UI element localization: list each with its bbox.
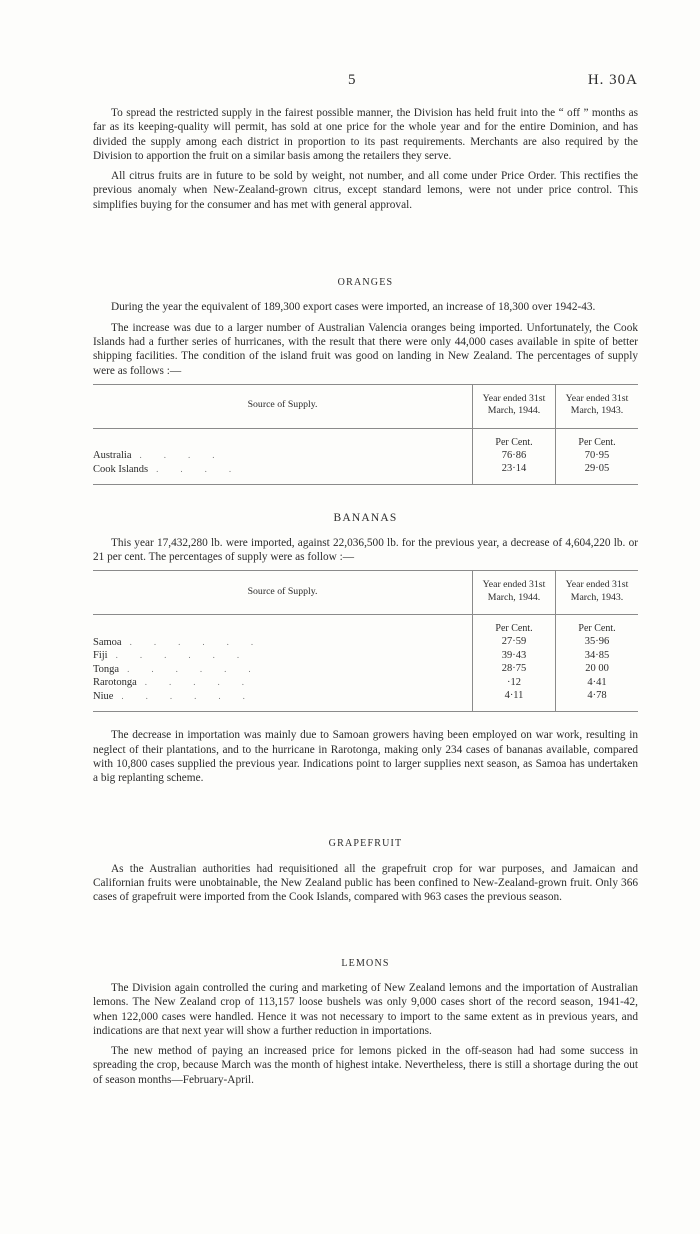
value-1943: 34·85 [556,649,639,663]
unit-label: Per Cent. [556,623,639,636]
bananas-paragraph-1: This year 17,432,280 lb. were imported, against 22,036,500 lb. for the previous year, a decrease of 4,604,220 lb. or 21 per cent. The percentages of supply were as follow :— [93,536,638,563]
value-1944: ·12 [473,676,556,690]
year-1944-column-header: Year ended 31st March, 1944. [473,571,556,615]
source-name: Samoa [93,636,122,648]
year-1944-column-header: Year ended 31st March, 1944. [473,384,556,428]
document-reference: H. 30A [587,72,638,88]
grapefruit-heading: GRAPEFRUIT [328,838,403,850]
source-name: Fiji [93,650,108,662]
unit-label: Per Cent. [556,437,639,450]
intro-section [93,106,638,212]
table-row: Rarotonga ..... ·12 4·41 [93,676,638,690]
lemons-heading: LEMONS [341,957,390,969]
value-1944: 4·11 [473,690,556,704]
page-number: 5 [348,72,356,88]
unit-label: Per Cent. [473,623,556,636]
table-row: Cook Islands .... 23·14 29·05 [93,463,638,477]
unit-label: Per Cent. [473,437,556,450]
source-name: Niue [93,690,114,702]
page-content [93,106,638,1093]
value-1943: 4·41 [556,676,639,690]
value-1943: 29·05 [556,463,639,477]
intro-paragraph-1: To spread the restricted supply in the fairest possible manner, the Division has held fruit into the “ off ” months as far as its keeping-quality will permit, has sold at one price for the whole year and for the entire Dominion, and has divided the supply among each district in proportion to its past requirements. Merchants are also required by the Division to apportion the fruit on a similar basis among the retailers they serve. [93,107,638,162]
value-1944: 23·14 [473,463,556,477]
source-column-header: Source of Supply. [247,399,318,411]
value-1943: 35·96 [556,636,639,650]
value-1943: 20 00 [556,663,639,677]
source-name: Rarotonga [93,677,137,689]
table-row: Niue ...... 4·11 4·78 [93,690,638,704]
bananas-paragraph-2: The decrease in importation was mainly due to Samoan growers having been employed on war work, resulting in neglect of their plantations, and to the hurricane in Rarotonga, making only 234 cases of bananas available, compared with 10,800 cases supplied the previous year. Indications point to larger supplies next season, as Samoa has undertaken a big replanting scheme. [93,729,638,785]
table-row: Australia .... 76·86 70·95 [93,449,638,463]
table-header-row [93,571,638,615]
source-name: Cook Islands [93,463,149,475]
bananas-heading: BANANAS [333,512,398,525]
lemons-paragraph-2: The new method of paying an increased price for lemons picked in the off-season had had some success in spreading the crop, because March was the month of highest intake. Nevertheless, there is still a shortage during the out of season months—February-April. [93,1045,638,1086]
year-1943-column-header: Year ended 31st March, 1943. [556,384,639,428]
value-1944: 39·43 [473,649,556,663]
source-name: Tonga [93,663,120,675]
value-1944: 28·75 [473,663,556,677]
bananas-section [93,511,638,785]
value-1944: 27·59 [473,636,556,650]
table-row: Tonga ...... 28·75 20 00 [93,663,638,677]
value-1943: 70·95 [556,449,639,463]
value-1943: 4·78 [556,690,639,704]
unit-row [93,623,638,636]
oranges-supply-table [93,384,638,486]
lemons-section [93,957,638,1087]
bananas-supply-table [93,570,638,712]
source-name: Australia [93,450,132,462]
year-1943-column-header: Year ended 31st March, 1943. [556,571,639,615]
intro-paragraph-2: All citrus fruits are in future to be sold by weight, not number, and all come under Price Order. This rectifies the previous anomaly when New-Zealand-grown citrus, except standard lemons, were not under price control. This simplifies buying for the consumer and has met with general approval. [93,170,638,211]
oranges-paragraph-2: The increase was due to a larger number of Australian Valencia oranges being imported. Unfortunately, the Cook Islands had a further series of hurricanes, with the result that there were only 44,000 cases available in spite of better shipping facilities. The condition of the island fruit was good on landing in New Zealand. The percentages of supply were as follows :— [93,321,638,377]
unit-row [93,437,638,450]
lemons-paragraph-1: The Division again controlled the curing and marketing of New Zealand lemons and the importation of Australian lemons. The New Zealand crop of 113,157 loose bushels was only 9,000 cases short of the record season, 1941-42, when 122,000 cases were handled. Hence it was not necessary to import to the same extent as in previous years, and indications are that next year will show a further reduction in importations. [93,981,638,1037]
grapefruit-section [93,837,638,904]
value-1944: 76·86 [473,449,556,463]
oranges-heading: ORANGES [337,277,394,289]
table-header-row [93,384,638,428]
source-column-header: Source of Supply. [247,585,318,597]
table-row: Fiji ...... 39·43 34·85 [93,649,638,663]
table-row: Samoa ...... 27·59 35·96 [93,636,638,650]
page-header [0,72,700,92]
grapefruit-paragraph-1: As the Australian authorities had requisitioned all the grapefruit crop for war purposes, and Jamaican and Californian fruits were unobtainable, the New Zealand public has been confined to New-Zealand-grown fruit. Only 366 cases of grapefruit were imported from the Cook Islands, compared with 963 cases the previous season. [93,862,638,904]
oranges-section [93,276,638,485]
oranges-paragraph-1: During the year the equivalent of 189,300 export cases were imported, an increase of 18,300 over 1942-43. [111,301,596,314]
